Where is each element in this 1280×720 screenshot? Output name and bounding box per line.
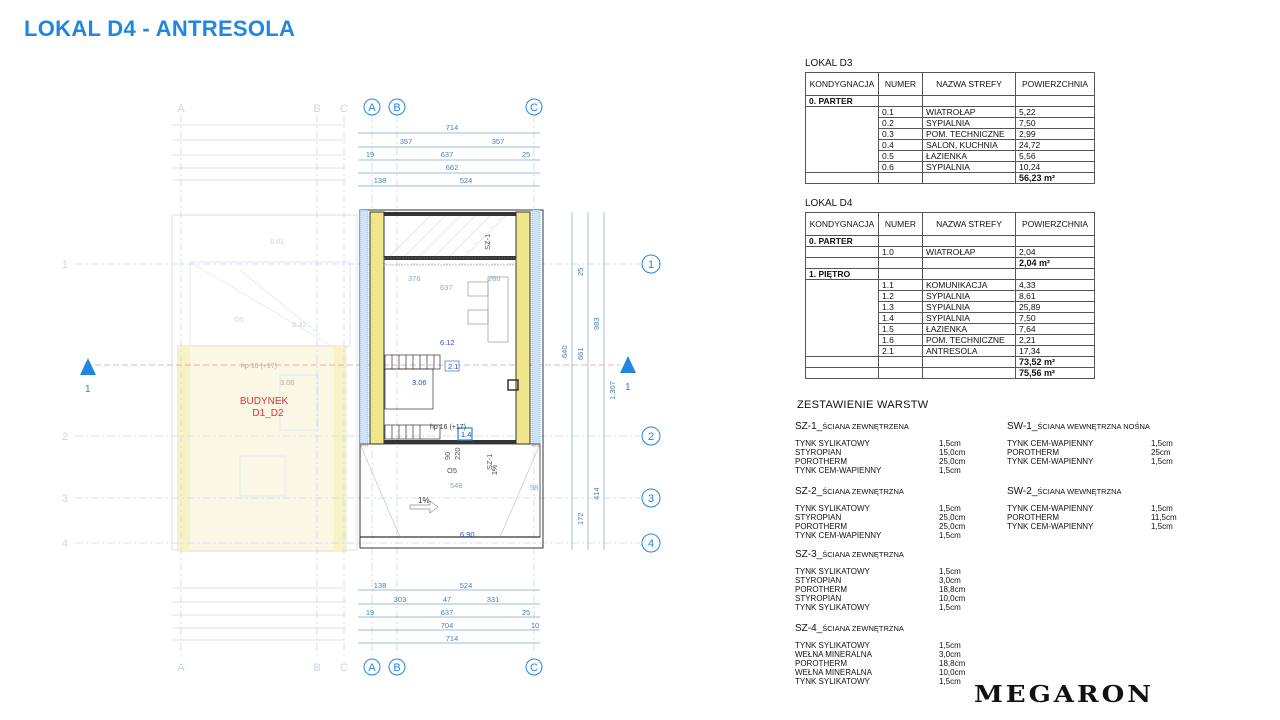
svg-text:10: 10	[530, 621, 540, 630]
table-row: 1.3 SYPIALNIA 25,89	[806, 302, 1095, 313]
wall-sz-4: SZ-4_ŚCIANA ZEWNĘTRZNA TYNK SYLIKATOWY 1,5cm WEŁNA MINERALNA 3,0cm POROTHERM 18,8cm WEŁNA MINERALNA 10,0cm TYNK SYLIKATOWY 1,5cm	[795, 623, 966, 686]
svg-text:O5: O5	[447, 466, 458, 475]
subtotal: 73,52 m²	[1016, 357, 1095, 368]
svg-text:C: C	[530, 102, 538, 114]
table-row: 0.6 SYPIALNIA 10,24	[806, 162, 1095, 173]
svg-text:C: C	[530, 662, 538, 674]
col-header: NAZWA STREFY	[923, 213, 1016, 236]
lokal-d3-title: LOKAL D3	[805, 58, 853, 69]
svg-text:1%: 1%	[492, 464, 499, 475]
svg-text:A: A	[177, 103, 185, 115]
table-row: 0.5 ŁAZIENKA 5,56	[806, 151, 1095, 162]
wall-code: SZ-1_	[795, 421, 823, 432]
svg-text:376: 376	[408, 274, 421, 283]
col-header: POWIERZCHNIA	[1016, 213, 1095, 236]
svg-text:BUDYNEK: BUDYNEK	[239, 396, 289, 407]
svg-text:2: 2	[61, 431, 69, 443]
svg-text:3.06: 3.06	[280, 378, 295, 387]
lokal-d4-table	[805, 212, 1095, 379]
svg-text:3.06: 3.06	[412, 378, 427, 387]
svg-text:90: 90	[443, 451, 452, 460]
svg-text:1.4: 1.4	[461, 430, 472, 439]
svg-text:6.81: 6.81	[270, 237, 285, 246]
svg-text:357: 357	[399, 137, 413, 146]
table-row: 0.2 SYPIALNIA 7,50	[806, 118, 1095, 129]
svg-text:B: B	[313, 662, 321, 674]
wall-code: SZ-2_	[795, 486, 823, 497]
svg-text:6.90: 6.90	[460, 530, 475, 539]
svg-text:983: 983	[592, 317, 601, 330]
col-header: NAZWA STREFY	[923, 73, 1016, 96]
section-label-left: 1	[85, 384, 91, 395]
svg-text:220: 220	[453, 447, 462, 460]
svg-text:661: 661	[576, 347, 585, 360]
section-label-right: 1	[625, 382, 631, 393]
neighbour-building	[172, 215, 357, 551]
svg-text:3: 3	[647, 493, 655, 505]
svg-text:2.1: 2.1	[448, 362, 459, 371]
svg-text:704: 704	[440, 621, 454, 630]
wall-code: SW-2_	[1007, 486, 1038, 497]
building-d4	[360, 210, 543, 548]
table-row: 1.1 KOMUNIKACJA 4,33	[806, 280, 1095, 291]
svg-text:524: 524	[459, 176, 473, 185]
wall-sw-1: SW-1_ŚCIANA WEWNĘTRZNA NOŚNA TYNK CEM-WAPIENNY 1,5cm POROTHERM 25cm TYNK CEM-WAPIENNY 1,5cm	[1007, 421, 1173, 466]
svg-text:714: 714	[445, 123, 459, 132]
svg-text:414: 414	[592, 487, 601, 500]
svg-text:25: 25	[576, 267, 585, 276]
total: 56,23 m²	[1016, 173, 1095, 184]
wall-sw-2: SW-2_ŚCIANA WEWNĘTRZNA TYNK CEM-WAPIENNY 1,5cm POROTHERM 11,5cm TYNK CEM-WAPIENNY 1,5cm	[1007, 486, 1177, 531]
section-label: 0. PARTER	[806, 96, 879, 107]
svg-text:19: 19	[365, 150, 375, 159]
col-header: NUMER	[879, 213, 923, 236]
svg-text:172: 172	[576, 512, 585, 525]
svg-text:331: 331	[486, 595, 500, 604]
svg-text:25: 25	[521, 608, 531, 617]
table-row: 1.5 ŁAZIENKA 7,64	[806, 324, 1095, 335]
wall-desc: ŚCIANA WEWNĘTRZNA	[1037, 487, 1122, 496]
megaron-logo: MEGARON	[974, 681, 1154, 709]
svg-text:6.12: 6.12	[440, 338, 455, 347]
wall-sz-3: SZ-3_ŚCIANA ZEWNĘTRZNA TYNK SYLIKATOWY 1,5cm STYROPIAN 3,0cm POROTHERM 18,8cm STYROPIAN 10,0cm TYNK SYLIKATOWY 1,5cm	[795, 549, 966, 612]
svg-text:662: 662	[445, 163, 459, 172]
section-marker-left	[80, 358, 96, 375]
wall-code: SZ-3_	[795, 549, 823, 560]
wall-desc: ŚCIANA WEWNĘTRZNA NOŚNA	[1037, 422, 1150, 431]
svg-text:1%: 1%	[418, 496, 430, 505]
svg-text:A: A	[368, 662, 376, 674]
svg-text:260: 260	[488, 274, 501, 283]
svg-text:58: 58	[530, 483, 539, 492]
dims-top-labels	[366, 123, 530, 185]
svg-text:1.307: 1.307	[608, 381, 617, 400]
floor-plan	[0, 90, 700, 690]
svg-text:1: 1	[647, 259, 655, 271]
dims-right-labels	[560, 268, 617, 525]
col-header: NUMER	[879, 73, 923, 96]
table-row: 1.6 POM. TECHNICZNE 2,21	[806, 335, 1095, 346]
svg-text:637: 637	[440, 608, 454, 617]
svg-text:138: 138	[373, 176, 387, 185]
wall-sz-1: SZ-1_ŚCIANA ZEWNĘTRZENA TYNK SYLIKATOWY 1,5cm STYROPIAN 15,0cm POROTHERM 25,0cm TYNK CEM-WAPIENNY 1,5cm	[795, 421, 966, 475]
svg-text:D1_D2: D1_D2	[252, 408, 284, 419]
svg-text:A: A	[177, 662, 185, 674]
svg-text:138: 138	[373, 581, 387, 590]
svg-text:4: 4	[61, 538, 69, 550]
svg-text:637: 637	[440, 150, 454, 159]
svg-text:19: 19	[365, 608, 375, 617]
col-header: KONDYGNACJA	[806, 213, 879, 236]
svg-text:B: B	[393, 102, 401, 114]
svg-text:25: 25	[521, 150, 531, 159]
col-header: KONDYGNACJA	[806, 73, 879, 96]
lokal-d3-table	[805, 72, 1095, 184]
svg-text:640: 640	[560, 345, 569, 358]
wall-code: SZ-4_	[795, 623, 823, 634]
svg-text:637: 637	[440, 283, 453, 292]
svg-text:47: 47	[442, 595, 452, 604]
table-row: 1.4 SYPIALNIA 7,50	[806, 313, 1095, 324]
table-row: 1.0 WIATROŁAP 2,04	[806, 247, 1095, 258]
table-row: 0.4 SALON, KUCHNIA 24,72	[806, 140, 1095, 151]
svg-text:O5: O5	[234, 315, 245, 324]
svg-text:2: 2	[647, 431, 655, 443]
table-row: 1.2 SYPIALNIA 8,61	[806, 291, 1095, 302]
wall-desc: ŚCIANA ZEWNĘTRZNA	[822, 550, 904, 559]
svg-text:1: 1	[61, 259, 69, 271]
wall-desc: ŚCIANA ZEWNĘTRZNA	[822, 487, 904, 496]
page-title: LOKAL D4 - ANTRESOLA	[24, 16, 296, 41]
svg-text:SZ-1: SZ-1	[483, 233, 492, 250]
svg-text:C: C	[340, 662, 348, 674]
svg-text:B: B	[313, 103, 321, 115]
lokal-d4-title: LOKAL D4	[805, 198, 853, 209]
svg-text:714: 714	[445, 634, 459, 643]
svg-text:hp 16 (+17): hp 16 (+17)	[241, 363, 277, 370]
svg-text:SZ-1: SZ-1	[485, 453, 494, 470]
col-header: POWIERZCHNIA	[1016, 73, 1095, 96]
svg-text:303: 303	[393, 595, 407, 604]
section-label: 0. PARTER	[806, 236, 879, 247]
svg-text:C: C	[340, 103, 348, 115]
wall-sz-2: SZ-2_ŚCIANA ZEWNĘTRZNA TYNK SYLIKATOWY 1,5cm STYROPIAN 25,0cm POROTHERM 25,0cm TYNK CEM-WAPIENNY 1,5cm	[795, 486, 966, 540]
svg-text:548: 548	[450, 481, 463, 490]
svg-text:A: A	[368, 102, 376, 114]
section-label: 1. PIĘTRO	[806, 269, 879, 280]
table-row: 2.1 ANTRESOLA 17,34	[806, 346, 1095, 357]
section-marker-right	[620, 356, 636, 373]
svg-text:3: 3	[61, 493, 69, 505]
wall-desc: ŚCIANA ZEWNĘTRZNA	[822, 624, 904, 633]
subtotal: 2,04 m²	[1016, 258, 1095, 269]
table-row: 0.1 WIATROŁAP 5,22	[806, 107, 1095, 118]
svg-text:357: 357	[491, 137, 505, 146]
table-row: 0.3 POM. TECHNICZNE 2,99	[806, 129, 1095, 140]
svg-text:524: 524	[459, 581, 473, 590]
layers-title: ZESTAWIENIE WARSTW	[797, 399, 929, 411]
grand-total: 75,56 m²	[1016, 368, 1095, 379]
svg-text:B: B	[393, 662, 401, 674]
svg-text:hp 16 (+17): hp 16 (+17)	[430, 424, 466, 431]
wall-code: SW-1_	[1007, 421, 1038, 432]
wall-desc: ŚCIANA ZEWNĘTRZENA	[822, 422, 909, 431]
svg-text:4: 4	[647, 538, 655, 550]
svg-text:8.32: 8.32	[292, 320, 307, 329]
